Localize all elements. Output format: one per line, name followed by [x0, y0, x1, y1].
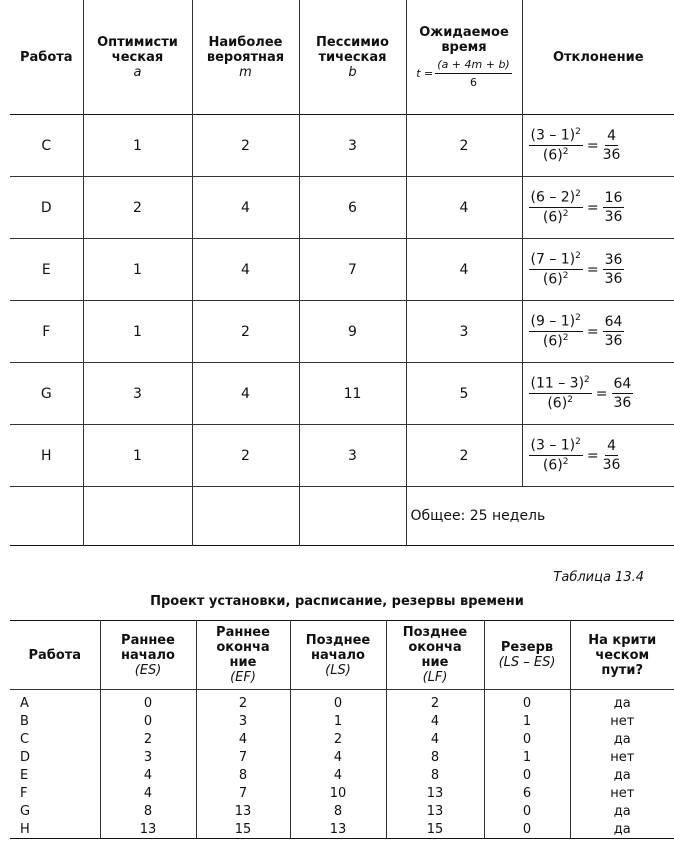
header2-es: Раннее начало (ES)	[100, 621, 196, 690]
cell-b: 3	[299, 425, 406, 487]
empty-cell	[299, 487, 406, 546]
cell2-work: B	[10, 712, 100, 730]
cell-b: 11	[299, 363, 406, 425]
cell2-es: 0	[100, 712, 196, 730]
cell-work: H	[10, 425, 83, 487]
cell2-ls: 8	[290, 802, 386, 820]
deviation-numerator: (9 – 1)	[530, 314, 576, 330]
deviation-numerator: (7 – 1)	[530, 252, 576, 268]
cell2-ef: 7	[196, 748, 290, 766]
cell-a: 1	[83, 115, 192, 177]
total-text: Общее: 25 недель	[410, 508, 546, 524]
deviation-denominator: (6)	[542, 209, 563, 226]
deviation-denominator: (6)	[542, 333, 563, 350]
table2-row	[10, 748, 674, 766]
cell2-lf: 4	[386, 712, 484, 730]
cell-a: 1	[83, 239, 192, 301]
cell-t: 4	[406, 239, 522, 301]
cell2-ef: 2	[196, 690, 290, 713]
cell-t: 3	[406, 301, 522, 363]
cell-deviation	[522, 363, 674, 425]
cell2-work: C	[10, 730, 100, 748]
header-likely: Наиболее вероятная m	[192, 0, 299, 115]
cell-m: 4	[192, 177, 299, 239]
cell2-work: F	[10, 784, 100, 802]
cell2-slack: 0	[484, 766, 570, 784]
result-numerator: 64	[604, 314, 623, 330]
cell2-es: 4	[100, 784, 196, 802]
cell2-lf: 2	[386, 690, 484, 713]
cell-work: G	[10, 363, 83, 425]
empty-cell	[192, 487, 299, 546]
cell-t: 4	[406, 177, 522, 239]
cell-a: 1	[83, 425, 192, 487]
deviation-formula: $\frac{(6 - 2)^2}{(6)^2}$ = $\frac{16}{36}$	[530, 189, 623, 226]
cell2-slack: 1	[484, 712, 570, 730]
cell-deviation	[522, 239, 674, 301]
result-denominator: 36	[602, 457, 621, 473]
result-numerator: 64	[613, 376, 632, 392]
cell2-critical: нет	[610, 785, 635, 801]
table1-row	[10, 363, 674, 425]
cell2-ef: 13	[196, 802, 290, 820]
cell2-work: G	[10, 802, 100, 820]
result-numerator: 36	[604, 252, 623, 268]
header-expected: Ожидаемое время t = $\frac{(a + 4m + b)}{6}$	[406, 0, 522, 115]
cell-b: 9	[299, 301, 406, 363]
cell-t: 5	[406, 363, 522, 425]
cell2-es: 0	[100, 690, 196, 713]
deviation-formula: $\frac{(3 - 1)^2}{(6)^2}$ = $\frac{4}{36}$	[530, 127, 621, 164]
header2-lf: Позднее оконча ние (LF)	[386, 621, 484, 690]
cell-b: 3	[299, 115, 406, 177]
cell2-slack: 0	[484, 802, 570, 820]
deviation-numerator: (3 – 1)	[530, 438, 576, 454]
cell-b: 7	[299, 239, 406, 301]
cell2-critical: да	[613, 767, 631, 783]
cell2-es: 4	[100, 766, 196, 784]
result-denominator: 36	[613, 395, 632, 411]
header-pessimistic: Пессимио тическая b	[299, 0, 406, 115]
cell-m: 4	[192, 239, 299, 301]
table1-row	[10, 425, 674, 487]
cell-m: 2	[192, 301, 299, 363]
header-optimistic: Оптимисти ческая a	[83, 0, 192, 115]
cell-m: 2	[192, 425, 299, 487]
deviation-numerator: (6 – 2)	[530, 190, 576, 206]
cell2-critical: да	[613, 821, 631, 837]
result-denominator: 36	[602, 147, 621, 163]
cell2-ls: 4	[290, 766, 386, 784]
table2-title: Проект установки, расписание, резервы времени	[150, 594, 524, 609]
table2-row	[10, 820, 674, 839]
cell-b: 6	[299, 177, 406, 239]
cell-m: 4	[192, 363, 299, 425]
cell2-slack: 1	[484, 748, 570, 766]
cell2-work: D	[10, 748, 100, 766]
table2-row	[10, 730, 674, 748]
result-numerator: 4	[607, 128, 616, 144]
cell2-work: H	[10, 820, 100, 839]
expected-formula: t = $\frac{(a + 4m + b)}{6}$	[416, 57, 510, 89]
cell-a: 3	[83, 363, 192, 425]
cell2-ls: 4	[290, 748, 386, 766]
cell2-lf: 8	[386, 748, 484, 766]
cell-m: 2	[192, 115, 299, 177]
cell2-work: E	[10, 766, 100, 784]
cell2-critical: нет	[610, 749, 635, 765]
header2-ls: Позднее начало (LS)	[290, 621, 386, 690]
result-denominator: 36	[604, 209, 623, 225]
table2-row	[10, 802, 674, 820]
cell2-work: A	[10, 690, 100, 713]
cell-deviation	[522, 177, 674, 239]
table2-header-row	[10, 621, 674, 690]
cell-a: 1	[83, 301, 192, 363]
header-deviation: Отклонение	[552, 49, 644, 65]
table1-row	[10, 115, 674, 177]
table-caption: Таблица 13.4	[553, 570, 644, 585]
cell-deviation	[522, 301, 674, 363]
table2-row	[10, 712, 674, 730]
cell2-es: 3	[100, 748, 196, 766]
empty-cell	[83, 487, 192, 546]
cell2-ls: 13	[290, 820, 386, 839]
cell2-ls: 2	[290, 730, 386, 748]
cell2-es: 13	[100, 820, 196, 839]
cell2-ls: 1	[290, 712, 386, 730]
table2-row	[10, 690, 674, 713]
cell2-slack: 0	[484, 730, 570, 748]
schedule-table	[10, 620, 674, 839]
cell2-ls: 10	[290, 784, 386, 802]
result-denominator: 36	[604, 271, 623, 287]
pert-time-table	[10, 0, 674, 546]
deviation-formula: $\frac{(9 - 1)^2}{(6)^2}$ = $\frac{64}{36}$	[530, 313, 623, 350]
cell2-lf: 4	[386, 730, 484, 748]
cell2-ls: 0	[290, 690, 386, 713]
cell2-critical: да	[613, 731, 631, 747]
header2-ef: Раннее оконча ние (EF)	[196, 621, 290, 690]
cell-a: 2	[83, 177, 192, 239]
cell2-slack: 0	[484, 690, 570, 713]
cell2-lf: 13	[386, 784, 484, 802]
cell2-ef: 15	[196, 820, 290, 839]
result-numerator: 4	[607, 438, 616, 454]
deviation-formula: $\frac{(7 - 1)^2}{(6)^2}$ = $\frac{36}{36}$	[530, 251, 623, 288]
result-numerator: 16	[604, 190, 623, 206]
result-denominator: 36	[604, 333, 623, 349]
header2-slack: Резерв (LS – ES)	[484, 621, 570, 690]
cell-t: 2	[406, 425, 522, 487]
deviation-formula: $\frac{(3 - 1)^2}{(6)^2}$ = $\frac{4}{36}$	[530, 437, 621, 474]
cell-work: C	[10, 115, 83, 177]
cell2-lf: 13	[386, 802, 484, 820]
cell2-slack: 0	[484, 820, 570, 839]
table1-row	[10, 239, 674, 301]
cell2-lf: 15	[386, 820, 484, 839]
table1-header-row	[10, 0, 674, 115]
header-work: Работа	[10, 0, 83, 115]
deviation-numerator: (11 – 3)	[530, 376, 585, 392]
cell2-critical: да	[613, 803, 631, 819]
cell-deviation	[522, 425, 674, 487]
deviation-denominator: (6)	[542, 147, 563, 164]
deviation-denominator: (6)	[542, 271, 563, 288]
cell2-critical: нет	[610, 713, 635, 729]
table2-row	[10, 766, 674, 784]
cell-work: F	[10, 301, 83, 363]
deviation-denominator: (6)	[542, 457, 563, 474]
deviation-denominator: (6)	[547, 395, 568, 412]
cell2-es: 2	[100, 730, 196, 748]
cell2-lf: 8	[386, 766, 484, 784]
deviation-formula: $\frac{(11 - 3)^2}{(6)^2}$ = $\frac{64}{36}$	[530, 375, 632, 412]
cell2-ef: 4	[196, 730, 290, 748]
table1-total-row	[10, 487, 674, 546]
cell-deviation	[522, 115, 674, 177]
cell2-slack: 6	[484, 784, 570, 802]
cell2-ef: 8	[196, 766, 290, 784]
cell2-ef: 3	[196, 712, 290, 730]
header2-critical: На крити ческом пути?	[570, 621, 674, 690]
cell-t: 2	[406, 115, 522, 177]
table1-row	[10, 301, 674, 363]
cell2-es: 8	[100, 802, 196, 820]
cell2-critical: да	[613, 695, 631, 711]
cell-work: E	[10, 239, 83, 301]
header2-work: Работа	[10, 621, 100, 690]
cell2-ef: 7	[196, 784, 290, 802]
deviation-numerator: (3 – 1)	[530, 128, 576, 144]
table1-row	[10, 177, 674, 239]
table2-row	[10, 784, 674, 802]
empty-cell	[10, 487, 83, 546]
cell-work: D	[10, 177, 83, 239]
